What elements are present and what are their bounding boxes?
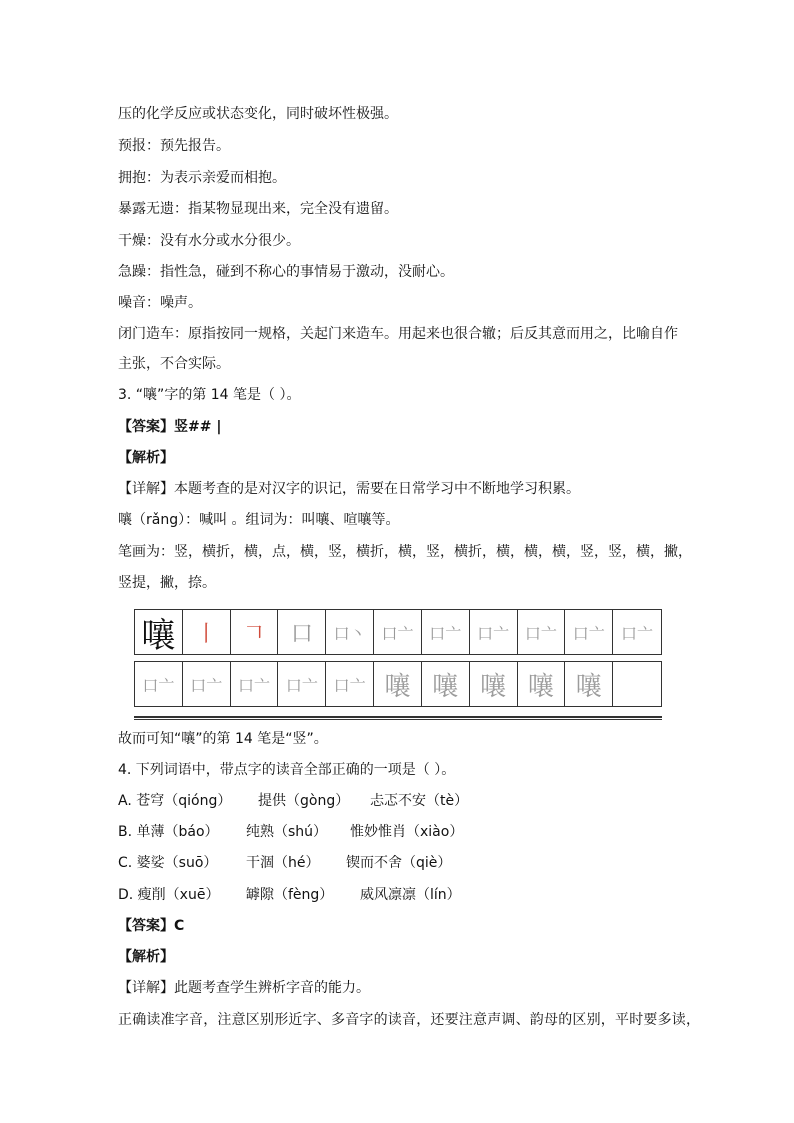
stroke-cell xyxy=(470,610,518,654)
stroke-glyph: 口 xyxy=(290,621,313,647)
stroke-glyph: 口亠 xyxy=(621,623,654,643)
option-item: 威风凛凛（lín） xyxy=(360,887,461,903)
option-item: 惟妙惟肖（xiào） xyxy=(350,824,464,840)
chart-bottom-rule xyxy=(134,716,662,718)
stroke-glyph: 口亠 xyxy=(524,623,557,643)
definition-line: 暴露无遗：指某物显现出来，完全没有遗留。 xyxy=(118,201,398,217)
stroke-glyph: 口亠 xyxy=(333,675,366,695)
stroke-cell xyxy=(518,610,566,654)
q4-option-c xyxy=(118,854,451,872)
stroke-glyph: 口亠 xyxy=(477,623,510,643)
option-item: 纯熟（shú） xyxy=(246,824,328,840)
q3-answer: 【答案】竖## | xyxy=(118,419,222,435)
stroke-row-1 xyxy=(134,609,662,655)
q3-detail: 【详解】本题考查的是对汉字的识记，需要在日常学习中不断地学习积累。 xyxy=(118,481,580,497)
q3-strokes-cont: 竖提，撇，捺。 xyxy=(118,575,216,591)
option-item: B. 单薄（báo） xyxy=(118,824,219,840)
stroke-glyph: 口亠 xyxy=(238,675,271,695)
q4-analysis-heading: 【解析】 xyxy=(118,949,174,965)
stroke-glyph: 口亠 xyxy=(381,623,414,643)
stroke-glyph: 嚷 xyxy=(575,671,602,702)
stroke-cell xyxy=(613,610,661,654)
stroke-glyph: 口亠 xyxy=(190,675,223,695)
option-item: 干涸（hé） xyxy=(246,855,320,871)
text-line: 压的化学反应或状态变化，同时破坏性极强。 xyxy=(118,106,398,122)
stroke-glyph: 嚷 xyxy=(480,671,507,702)
option-item: D. 瘦削（xuē） xyxy=(118,887,220,903)
stroke-glyph: 口亠 xyxy=(285,675,318,695)
q4-option-b xyxy=(118,823,463,841)
stroke-cell xyxy=(183,610,231,654)
q3-pinyin: 嚷（rǎng）：喊叫 。组词为：叫嚷、喧嚷等。 xyxy=(118,512,400,528)
definition-line: 拥抱：为表示亲爱而相抱。 xyxy=(118,170,286,186)
option-item: A. 苍穹（qióng） xyxy=(118,793,232,809)
definition-line: 闭门造车：原指按同一规格，关起门来造车。用起来也很合辙；后反其意而用之，比喻自作 xyxy=(118,326,678,342)
stroke-cell xyxy=(422,610,470,654)
question-4: 4. 下列词语中，带点字的读音全部正确的一项是（ ）。 xyxy=(118,762,456,778)
stroke-glyph: 口亠 xyxy=(429,623,462,643)
question-3: 3. “嚷”字的第 14 笔是（ ）。 xyxy=(118,387,301,403)
q3-analysis-heading: 【解析】 xyxy=(118,450,174,466)
stroke-glyph: 口亠 xyxy=(572,623,605,643)
stroke-cell xyxy=(374,662,422,706)
option-item: 提供（gòng） xyxy=(258,793,350,809)
stroke-glyph: 嚷 xyxy=(384,671,411,702)
q3-strokes: 笔画为：竖，横折，横，点，横，竖，横折，横，竖，横折，横，横，横，竖，竖，横，撇， xyxy=(118,544,692,560)
stroke-row-2 xyxy=(134,661,662,707)
stroke-cell xyxy=(422,662,470,706)
stroke-cell xyxy=(470,662,518,706)
definition-line: 干燥：没有水分或水分很少。 xyxy=(118,233,300,249)
stroke-glyph: 嚷 xyxy=(527,671,554,702)
definition-line: 噪音：噪声。 xyxy=(118,295,202,311)
q4-detail: 【详解】此题考查学生辨析字音的能力。 xyxy=(118,980,370,996)
definition-line: 预报：预先报告。 xyxy=(118,138,230,154)
stroke-glyph: 口亠 xyxy=(142,675,175,695)
option-item: 忐忑不安（tè） xyxy=(370,793,469,809)
stroke-cell xyxy=(231,610,279,654)
stroke-cell xyxy=(565,662,613,706)
stroke-cell xyxy=(183,662,231,706)
stroke-cell xyxy=(326,610,374,654)
option-item: 锲而不舍（qiè） xyxy=(346,855,452,871)
stroke-cell xyxy=(135,610,183,654)
option-item: C. 婆娑（suō） xyxy=(118,855,218,871)
definition-line: 主张，不合实际。 xyxy=(118,356,230,372)
stroke-glyph: 丨 xyxy=(195,621,218,647)
stroke-cell xyxy=(613,662,661,706)
chart-bottom-rule-thin xyxy=(134,719,662,720)
q4-option-a xyxy=(118,792,468,810)
stroke-glyph: 口丶 xyxy=(333,623,366,643)
definition-line: 急躁：指性急，碰到不称心的事情易于激动，没耐心。 xyxy=(118,264,454,280)
q4-option-d xyxy=(118,886,461,904)
stroke-cell xyxy=(565,610,613,654)
q4-tail: 正确读准字音，注意区别形近字、多音字的读音，还要注意声调、韵母的区别，平时要多读， xyxy=(118,1012,701,1028)
stroke-cell xyxy=(231,662,279,706)
stroke-glyph: 𠃍 xyxy=(243,621,266,647)
option-item: 罅隙（fèng） xyxy=(246,887,334,903)
q3-conclusion: 故而可知“嚷”的第 14 笔是“竖”。 xyxy=(118,731,328,747)
q4-answer: 【答案】C xyxy=(118,918,185,934)
stroke-cell xyxy=(374,610,422,654)
stroke-cell xyxy=(518,662,566,706)
stroke-glyph: 嚷 xyxy=(432,671,459,702)
stroke-glyph: 嚷 xyxy=(141,615,176,656)
stroke-cell xyxy=(135,662,183,706)
stroke-cell xyxy=(278,662,326,706)
stroke-order-chart xyxy=(134,609,662,707)
stroke-cell xyxy=(326,662,374,706)
stroke-cell xyxy=(278,610,326,654)
